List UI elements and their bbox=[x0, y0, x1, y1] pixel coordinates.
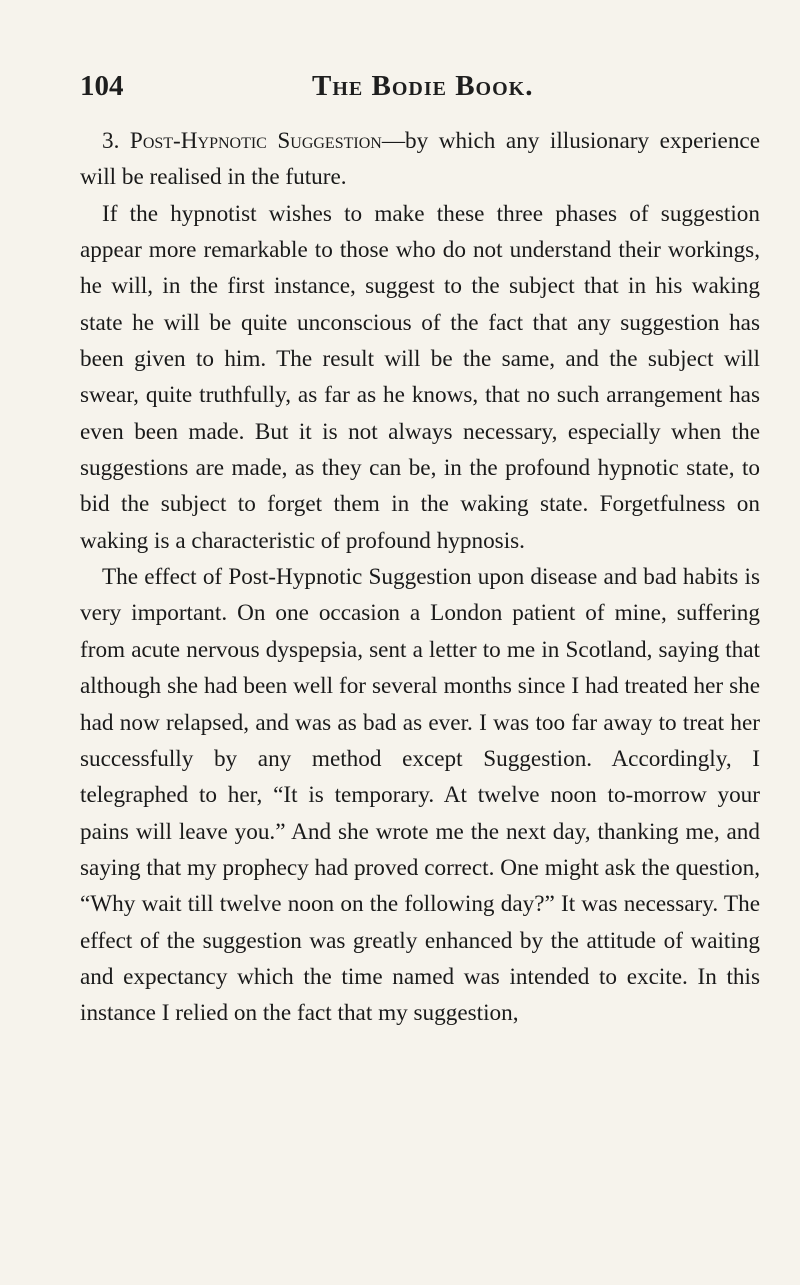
section-number: 3. bbox=[102, 128, 120, 154]
section-definition: —by which any illusionary experience will be realised in the future. bbox=[80, 128, 761, 191]
body-text bbox=[80, 123, 760, 1032]
paragraph-effect-on-disease: The effect of Post-Hypnotic Suggestion upon disease and bad habits is very important. On one occasion a London patient of mine, suffering from acute nervous dyspepsia, sent a letter to me in Scotland, saying that although she had been well for several months since I had treated her she had now relapsed, and was as bad as ever. I was too far away to treat her successfully by any method except Suggestion. Accordingly, I telegraphed to her, “It is temporary. At twelve noon to-morrow your pains will leave you.” And she wrote me the next day, thanking me, and saying that my prophecy had proved correct. One might ask the question, “Why wait till twelve noon on the following day?” It was necessary. The effect of the suggestion was greatly enhanced by the attitude of waiting and expectancy which the time named was intended to excite. In this instance I relied on the fact that my suggestion, bbox=[80, 564, 760, 1027]
page-number: 104 bbox=[80, 70, 124, 102]
paragraph-hypnotist-wishes: If the hypnotist wishes to make these three phases of suggestion appear more remarkable to those who do not understand their workings, he will, in the first instance, suggest to the subject that in his waking state he will be quite unconscious of the fact that any suggestion has been given to him. The result will be the same, and the subject will swear, quite truthfully, as far as he knows, that no such arrangement has even been made. But it is not always necessary, especially when the suggestions are made, as they can be, in the profound hypnotic state, to bid the subject to forget them in the waking state. Forgetfulness on waking is a characteristic of profound hypnosis. bbox=[80, 200, 760, 554]
section-heading: Post-Hypnotic Suggestion bbox=[129, 128, 382, 154]
paragraph-post-hypnotic-suggestion bbox=[80, 123, 760, 196]
book-title: The Bodie Book. bbox=[312, 70, 534, 102]
running-head bbox=[80, 70, 760, 116]
